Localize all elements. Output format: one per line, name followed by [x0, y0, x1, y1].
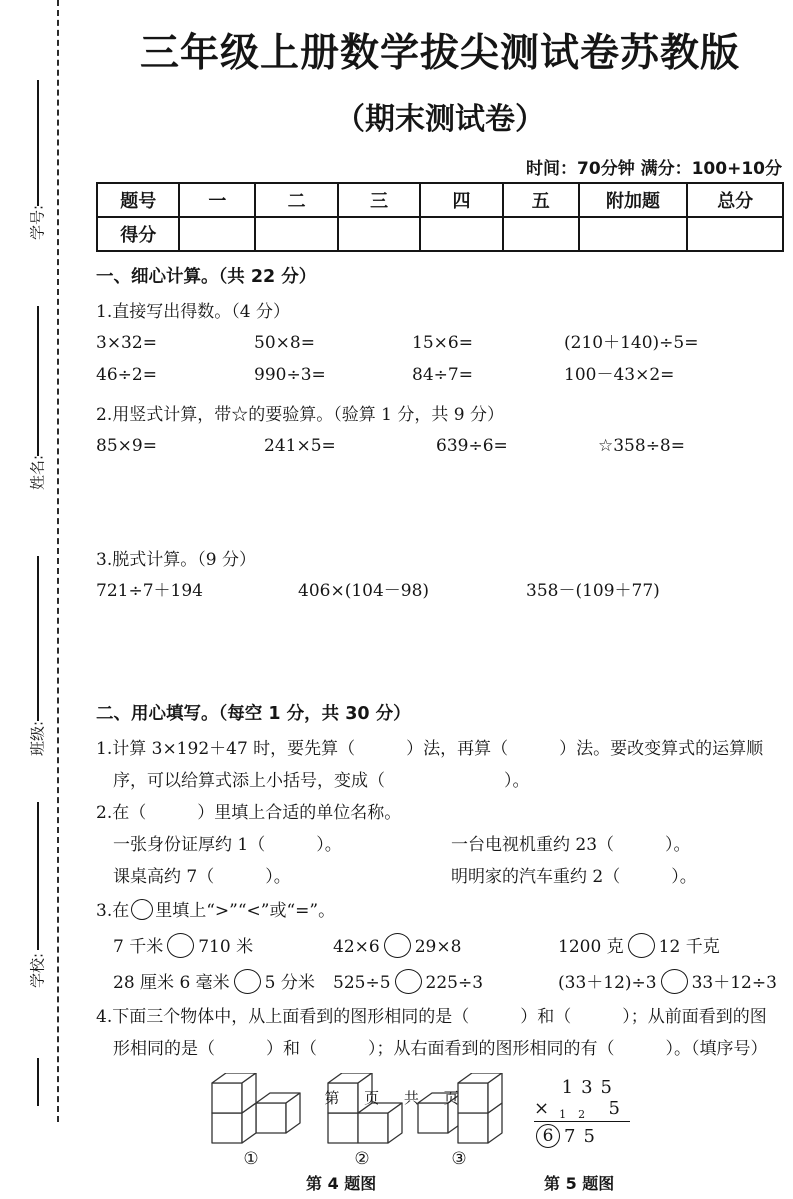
- school-label: 学校:: [28, 952, 47, 989]
- section1-heading: 一、细心计算。（共 22 分）: [96, 267, 317, 287]
- mult-carry-2: 2: [578, 1108, 586, 1121]
- s2-q2-label: 2.在（ ）里填上合适的单位名称。: [96, 803, 402, 823]
- compare-item: [333, 929, 558, 965]
- compare-right: 33＋12÷3: [691, 973, 777, 993]
- expression: (210＋140)÷5=: [564, 333, 699, 353]
- score-header-cell: 一: [179, 183, 255, 217]
- s2-q1-line1: 1.计算 3×192＋47 时，要先算（ ）法，再算（ ）法。要改变算式的运算顺: [96, 739, 764, 759]
- fill-item: 一台电视机重约 23（ ）。: [451, 835, 691, 855]
- score-table-header-row: [97, 183, 783, 217]
- s2-q2-row2: [96, 861, 784, 893]
- multiply-sign: ×: [534, 1098, 550, 1119]
- fill-item: 一张身份证厚约 1（ ）。: [113, 835, 342, 855]
- expression: ☆358÷8=: [598, 436, 685, 456]
- expression: 241×5=: [264, 436, 336, 456]
- expression: 85×9=: [96, 436, 157, 456]
- compare-left: 28 厘米 6 毫米: [113, 973, 230, 993]
- cube-figure-1-label: ①: [243, 1149, 259, 1169]
- time-score-note: 时间：70分钟 满分：100+10分: [526, 159, 782, 179]
- expression: 15×6=: [412, 333, 473, 353]
- score-cell-empty: [338, 217, 420, 251]
- q3-row: [96, 575, 784, 607]
- score-header-cell: 二: [255, 183, 337, 217]
- q1-label: 1.直接写出得数。（4 分）: [96, 302, 290, 322]
- compare-circle: [395, 969, 422, 994]
- s2-q3-label-pre: 3.在: [96, 901, 130, 921]
- s2-q3-label-post: 里填上“>”“<”或“=”。: [155, 901, 336, 921]
- expression: 358－(109＋77): [526, 581, 660, 601]
- score-cell-empty: [420, 217, 502, 251]
- cube-figure-2-drawing: [314, 1073, 410, 1147]
- seal-margin: [0, 0, 62, 1122]
- circled-digit: 6: [536, 1124, 560, 1148]
- compare-circle: [661, 969, 688, 994]
- cube-figure-2-label: ②: [354, 1149, 370, 1169]
- score-header-cell: 五: [503, 183, 579, 217]
- paper-content: [96, 16, 784, 1199]
- class-label: 班级:: [28, 720, 47, 757]
- work-space: [96, 462, 784, 536]
- mult-multiplier: 5: [608, 1098, 620, 1119]
- section2-heading: 二、用心填写。（每空 1 分，共 30 分）: [96, 704, 411, 724]
- expression: 639÷6=: [436, 436, 508, 456]
- score-header-cell: 三: [338, 183, 420, 217]
- figure4-caption: 第 4 题图: [306, 1174, 377, 1193]
- s2-q3-row2: [96, 965, 784, 1001]
- mult-product-row: [534, 1122, 630, 1148]
- page-subtitle: （期末测试卷）: [335, 102, 545, 137]
- compare-right: 225÷3: [425, 973, 484, 993]
- score-header-cell: 题号: [97, 183, 179, 217]
- name-label: 姓名:: [28, 454, 47, 491]
- compare-right: 5 分米: [264, 973, 315, 993]
- s2-q4-line1: 4.下面三个物体中，从上面看到的图形相同的是（ ）和（ ）；从前面看到的图: [96, 1007, 767, 1027]
- compare-circle: [234, 969, 261, 994]
- q3-label: 3.脱式计算。（9 分）: [96, 550, 256, 570]
- score-row-label: 得分: [97, 217, 179, 251]
- cube-figure-3-label: ③: [451, 1149, 467, 1169]
- fill-item: 明明家的汽车重约 2（ ）。: [451, 867, 697, 887]
- score-header-cell: 附加题: [579, 183, 688, 217]
- compare-left: 1200 克: [558, 937, 624, 957]
- expression: 84÷7=: [412, 365, 473, 385]
- compare-circle: [628, 933, 655, 958]
- compare-right: 710 米: [198, 937, 254, 957]
- score-table: [96, 182, 784, 252]
- q1-row2: [96, 359, 784, 391]
- mult-carry-1: 1: [559, 1108, 567, 1121]
- compare-item: [558, 929, 784, 965]
- mult-multiplicand: 135: [561, 1077, 620, 1098]
- mult-product-rest: 75: [564, 1125, 603, 1147]
- q2-label: 2.用竖式计算，带☆的要验算。（验算 1 分，共 9 分）: [96, 405, 504, 425]
- compare-left: 7 千米: [113, 937, 164, 957]
- compare-left: (33＋12)÷3: [558, 973, 657, 993]
- compare-item: [333, 965, 558, 1001]
- compare-left: 42×6: [333, 937, 380, 957]
- expression: 100－43×2=: [564, 365, 675, 385]
- compare-circle: [384, 933, 411, 958]
- s2-q1-line2: 序，可以给算式添上小括号，变成（ ）。: [113, 771, 530, 791]
- expression: 50×8=: [254, 333, 315, 353]
- cube-figure-1-drawing: [198, 1073, 304, 1147]
- compare-item: [113, 929, 333, 965]
- work-space: [96, 607, 784, 689]
- student-id-label: 学号:: [28, 204, 47, 241]
- score-cell-empty: [687, 217, 783, 251]
- s2-q2-row1: [96, 829, 784, 861]
- score-cell-empty: [503, 217, 579, 251]
- compare-circle: [167, 933, 194, 958]
- q2-row: [96, 430, 784, 462]
- figure5-caption: 第 5 题图: [544, 1174, 615, 1193]
- expression: 3×32=: [96, 333, 157, 353]
- score-header-cell: 四: [420, 183, 502, 217]
- compare-item: [558, 965, 784, 1001]
- q1-row1: [96, 327, 784, 359]
- s2-q3-label: [96, 893, 784, 929]
- s2-q4-line2: 形相同的是（ ）和（ ）；从右面看到的图形相同的有（ ）。（填序号）: [113, 1039, 768, 1059]
- score-cell-empty: [579, 217, 688, 251]
- score-table-score-row: [97, 217, 783, 251]
- fill-item: 课桌高约 7（ ）。: [113, 867, 291, 887]
- score-cell-empty: [255, 217, 337, 251]
- page-title: 三年级上册数学拔尖测试卷苏教版: [139, 31, 740, 76]
- compare-right: 29×8: [414, 937, 462, 957]
- compare-circle: [131, 899, 153, 920]
- expression: 406×(104－98): [298, 581, 430, 601]
- compare-right: 12 千克: [658, 937, 720, 957]
- compare-item: [113, 965, 333, 1001]
- compare-left: 525÷5: [333, 973, 391, 993]
- cube-figure-3-drawing: [414, 1073, 504, 1147]
- score-cell-empty: [179, 217, 255, 251]
- expression: 46÷2=: [96, 365, 157, 385]
- score-header-cell: 总分: [687, 183, 783, 217]
- expression: 990÷3=: [254, 365, 326, 385]
- s2-q3-row1: [96, 929, 784, 965]
- expression: 721÷7＋194: [96, 581, 203, 601]
- seal-dashed-line: [57, 0, 59, 1122]
- page-footer: 第 页 共 页: [324, 1089, 469, 1107]
